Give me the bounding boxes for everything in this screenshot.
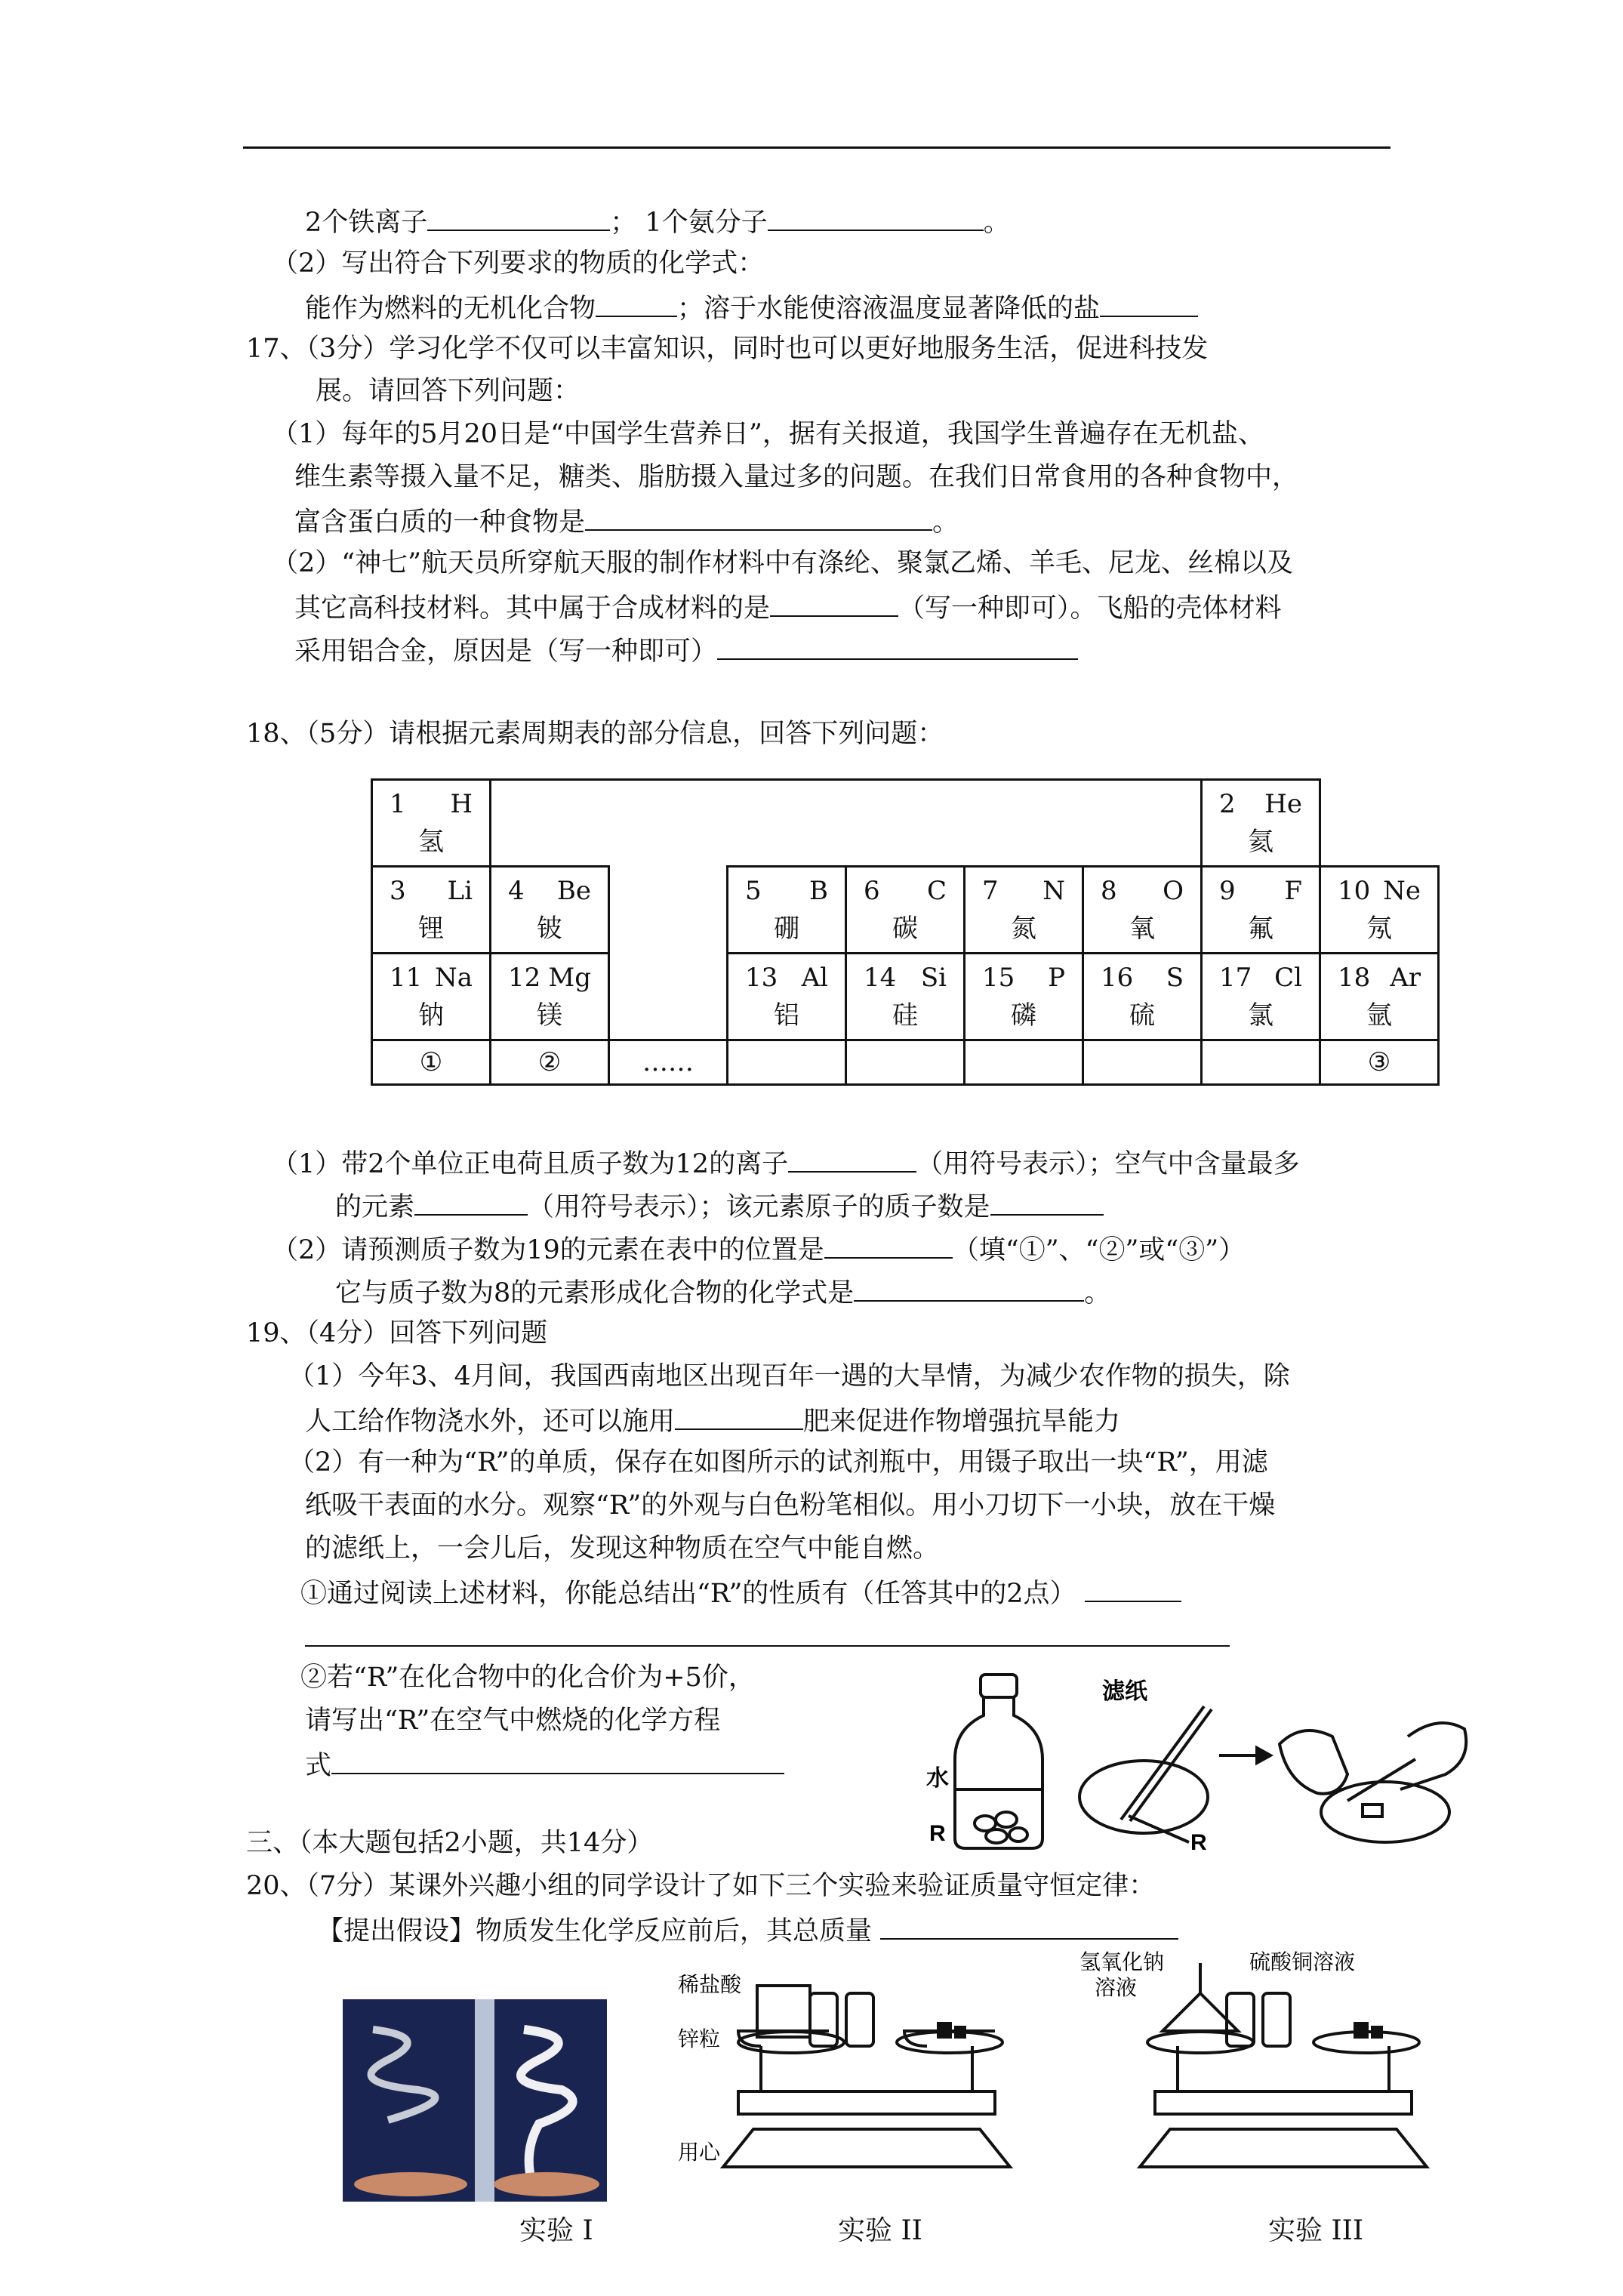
empty-cell [965,1040,1083,1085]
acid-label: 稀盐酸 [678,1973,742,1996]
element-cell: 2 He 氦 [1202,780,1320,867]
q17-s1-line3: 富含蛋白质的一种食物是 。 [294,504,959,539]
element-cell: 16 S 硫 [1083,954,1202,1040]
q17-s2-line3: 采用铝合金，原因是（写一种即可） [294,633,1078,668]
hand-cutting-icon [1280,1723,1466,1842]
answer-blank[interactable] [596,290,677,317]
r-element-figure [925,1669,1476,1857]
q18-s2-line1: （2）请预测质子数为19的元素在表中的位置是 （填“①”、“②”或“③”） [272,1231,1245,1267]
r-label-2: R [1190,1830,1207,1855]
position-marker-3: ③ [1320,1040,1439,1085]
q18-s1-line2: 的元素 （用符号表示）；该元素原子的质子数是 [335,1188,1104,1224]
element-cell: 8 O 氧 [1083,867,1202,954]
element-cell: 3 Li 锂 [372,867,491,954]
answer-blank[interactable] [427,204,610,231]
answer-blank[interactable] [824,1231,953,1259]
q17-s2-line2: 其它高科技材料。其中属于合成材料的是 （写一种即可）。飞船的壳体材料 [294,590,1282,625]
q18-s1-line1: （1）带2个单位正电荷且质子数为12的离子 （用符号表示）；空气中含量最多 [272,1145,1300,1181]
answer-blank[interactable] [414,1188,528,1216]
element-cell: 11 Na 钠 [372,954,491,1040]
stamp-label: 用心 [678,2140,721,2164]
element-cell: 10 Ne 氖 [1320,867,1439,954]
ellipsis-cell: …… [609,1040,728,1085]
cuso4-label: 硫酸铜溶液 [1249,1950,1356,1974]
answer-blank[interactable] [880,1912,1178,1940]
element-cell: 18 Ar 氩 [1320,954,1439,1040]
zinc-label: 锌粒 [678,2027,721,2051]
q17-head: 17、（3分）学习化学不仅可以丰富知识，同时也可以更好地服务生活，促进科技发 [246,334,1209,364]
element-cell: 7 N 氮 [965,867,1083,954]
q19-c2-line1: ②若“R”在化合物中的化合价为+5价， [300,1663,755,1693]
element-cell: 9 F 氟 [1202,867,1320,954]
q20-hypothesis: 【提出假设】物质发生化学反应前后，其总质量 [317,1912,1178,1948]
caption-experiment-2: 实验 II [838,2215,922,2246]
element-cell: 1 H 氢 [372,780,491,867]
answer-blank[interactable] [1100,290,1198,317]
q16-line1: 2个铁离子 ； 1个氨分子 。 [305,204,1010,239]
empty-cell [846,1040,965,1085]
q16-part2-line: 能作为燃料的无机化合物 ；溶于水能使溶液温度显著降低的盐 [305,290,1198,325]
naoh-label: 氢氧化钠 [1079,1950,1165,1974]
empty-cell [1083,1040,1202,1085]
q19-s2-line3: 的滤纸上，一会儿后，发现这种物质在空气中能自燃。 [305,1533,940,1564]
periodic-table [371,778,1440,1086]
element-cell: 14 Si 硅 [846,954,965,1040]
experiment-2-balance [678,1971,1040,2205]
answer-blank[interactable] [854,1274,1084,1302]
reagent-bottle-icon [955,1675,1042,1848]
q17-s2-line1: （2）“神七”航天员所穿航天服的制作材料中有涤纶、聚氯乙烯、羊毛、尼龙、丝棉以及 [272,548,1294,578]
arrow-icon [1219,1748,1270,1763]
empty-cell [728,1040,846,1085]
water-label: 水 [926,1766,949,1791]
q17-s1-line1: （1）每年的5月20日是“中国学生营养日”，据有关报道，我国学生普遍存在无机盐、 [272,419,1264,449]
empty-cell [1202,1040,1320,1085]
element-cell: 4 Be 铍 [491,867,609,954]
q20-head: 20、（7分）某课外兴趣小组的同学设计了如下三个实验来验证质量守恒定律： [246,1871,1156,1901]
answer-blank[interactable] [675,1403,803,1430]
experiment-1-photo [343,1999,607,2202]
q17-s1-line2: 维生素等摄入量不足，糖类、脂肪摄入量过多的问题。在我们日常食用的各种食物中， [294,462,1299,492]
header-rule [243,146,1390,149]
q19-c2-line3: 式 [305,1747,784,1783]
section-three-head: 三、（本大题包括2小题，共14分） [246,1828,654,1858]
q19-s1-line2: 人工给作物浇水外，还可以施用 肥来促进作物增强抗旱能力 [305,1403,1120,1438]
filter-label: 滤纸 [1102,1679,1147,1704]
r-label: R [929,1821,946,1846]
caption-experiment-3: 实验 III [1268,2215,1364,2246]
balance-icon [1140,1963,1427,2167]
element-cell: 12 Mg 镁 [491,954,609,1040]
q16-part2: （2）写出符合下列要求的物质的化学式： [272,248,765,279]
answer-blank[interactable] [990,1188,1104,1216]
q19-s1-line1: （1）今年3、4月间，我国西南地区出现百年一遇的大旱情，为减少农作物的损失，除 [288,1361,1290,1391]
table-gap [609,867,728,1040]
q17-head2: 展。请回答下列问题： [316,376,581,406]
position-marker-2: ② [491,1040,609,1085]
solution-label: 溶液 [1095,1976,1138,1999]
q19-s2-line2: 纸吸干表面的水分。观察“R”的外观与白色粉笔相似。用小刀切下一小块，放在干燥 [305,1490,1276,1521]
position-marker-1: ① [372,1040,491,1085]
q19-c1: ①通过阅读上述材料，你能总结出“R”的性质有（任答其中的2点） [300,1575,1181,1610]
q19-head: 19、（4分）回答下列问题 [246,1318,548,1348]
caption-experiment-1: 实验 I [519,2215,593,2246]
filter-paper-icon [1079,1706,1212,1842]
answer-blank[interactable] [770,590,898,617]
magnesium-ribbon-icon [343,1999,607,2202]
answer-blank[interactable] [331,1747,784,1774]
answer-blank[interactable] [788,1145,916,1173]
answer-blank[interactable] [1085,1575,1181,1602]
element-cell: 6 C 碳 [846,867,965,954]
answer-blank[interactable] [717,633,1078,660]
q19-s2-line1: （2）有一种为“R”的单质，保存在如图所示的试剂瓶中，用镊子取出一块“R”，用滤 [288,1447,1268,1478]
table-gap [491,780,1202,867]
answer-line[interactable] [305,1645,1230,1647]
q19-c2-line2: 请写出“R”在空气中燃烧的化学方程 [305,1706,721,1736]
experiment-3-balance [1064,1948,1472,2205]
element-cell: 15 P 磷 [965,954,1083,1040]
answer-blank[interactable] [768,204,984,231]
element-cell: 5 B 硼 [728,867,846,954]
balance-icon [723,1986,1010,2167]
element-cell: 13 Al 铝 [728,954,846,1040]
answer-blank[interactable] [585,504,932,531]
q18-s2-line2: 它与质子数为8的元素形成化合物的化学式是 。 [335,1274,1110,1310]
q18-head: 18、（5分）请根据元素周期表的部分信息，回答下列问题： [246,719,944,749]
element-cell: 17 Cl 氯 [1202,954,1320,1040]
